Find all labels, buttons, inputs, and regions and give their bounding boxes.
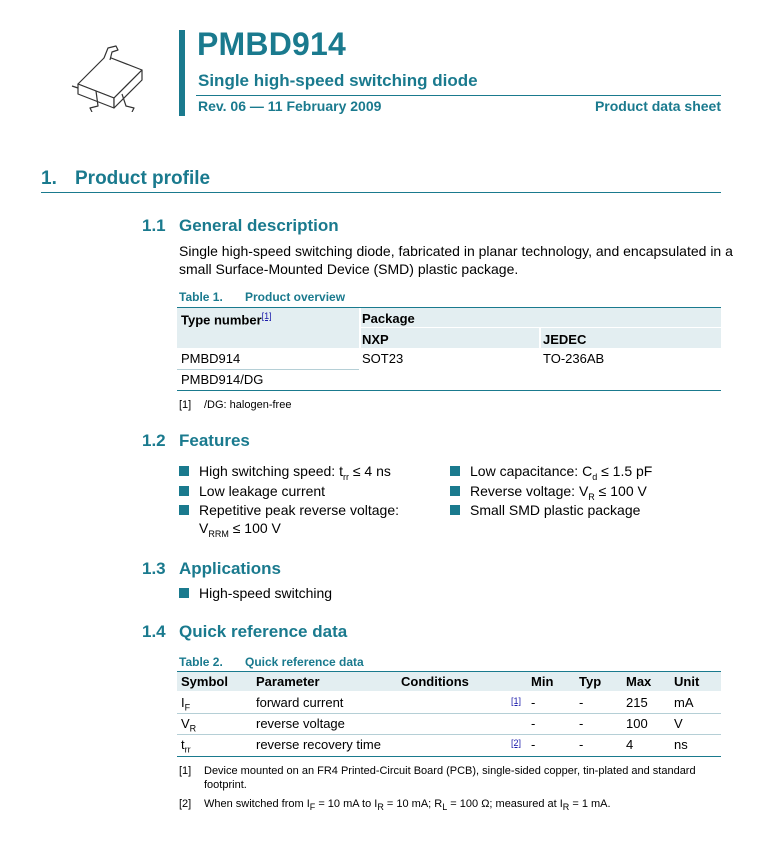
subsection-heading-general-description: [142, 216, 339, 236]
row2-type: PMBD914/DG: [181, 372, 264, 387]
table-caption-text: Product overview: [245, 290, 346, 304]
row3-typ: -: [579, 737, 584, 752]
table-top-rule: [177, 671, 721, 672]
application-item: High-speed switching: [199, 585, 333, 601]
bullet-icon: [450, 466, 460, 476]
feature-reverse-voltage: Reverse voltage: $V_R \le 100$ V: [470, 483, 647, 502]
bullet-icon: [179, 588, 189, 598]
row1-parameter: forward current: [256, 695, 344, 710]
subsection-title: Features: [179, 431, 250, 450]
section-title: Product profile: [75, 168, 211, 189]
table2-caption: [179, 655, 364, 669]
footnote-link-1[interactable]: [1]: [261, 311, 272, 321]
subsection-heading-features: [142, 431, 250, 451]
row-divider: [177, 734, 721, 735]
row1-jedec: TO-236AB: [543, 351, 605, 366]
row2-typ: -: [579, 716, 584, 731]
product-title: PMBD914: [197, 26, 347, 62]
row2-unit: V: [674, 716, 683, 731]
feature-repetitive-peak: Repetitive peak reverse voltage: $V_{RRM} \le 100$ V: [199, 502, 399, 539]
header-typ: Typ: [579, 674, 602, 689]
description-line-2: small Surface-Mounted Device (SMD) plastic package.: [179, 261, 519, 277]
row2-max: 100: [626, 716, 648, 731]
section-number: 1.: [41, 168, 57, 189]
header-jedec: JEDEC: [543, 332, 587, 347]
section-heading-product-profile: [41, 168, 210, 190]
row3-footnote: [511, 734, 521, 749]
table1-caption: [179, 290, 345, 304]
feature-low-capacitance: Low capacitance: $C_d \le 1.5$ pF: [470, 463, 653, 482]
header-accent-bar: [179, 30, 185, 116]
subsection-number: 1.3: [142, 559, 166, 578]
note-ref: [1]: [179, 765, 192, 777]
product-overview-table: [177, 307, 721, 391]
subsection-title: General description: [179, 216, 339, 235]
row2-min: -: [531, 716, 536, 731]
row3-symbol: $t_{rr}$: [181, 737, 191, 755]
subsection-heading-applications: [142, 559, 281, 579]
row3-parameter: reverse recovery time: [256, 737, 381, 752]
row1-nxp: SOT23: [362, 351, 404, 366]
document-type: Product data sheet: [594, 98, 721, 114]
footnote-link-2[interactable]: [2]: [511, 738, 522, 748]
table2-note-1: [179, 764, 724, 792]
table-caption-text: Quick reference data: [245, 655, 364, 669]
table-label: Table 1.: [179, 290, 223, 304]
quick-reference-table: [177, 671, 721, 757]
header-divider: [196, 95, 721, 96]
table-top-rule: [177, 307, 721, 308]
description-line-1: Single high-speed switching diode, fabricated in planar technology, and encapsulated in a: [179, 243, 733, 259]
header-unit: Unit: [674, 674, 700, 689]
subsection-title: Quick reference data: [179, 622, 348, 641]
row-divider: [177, 369, 359, 370]
row1-type: PMBD914: [181, 351, 241, 366]
package-subheader-rule: [361, 327, 721, 328]
note-text-cont: footprint.: [204, 779, 247, 791]
bullet-icon: [450, 505, 460, 515]
bullet-icon: [450, 486, 460, 496]
row2-symbol: $V_R$: [181, 716, 197, 734]
feature-small-smd: Small SMD plastic package: [470, 502, 641, 518]
feature-switching-speed: High switching speed: $t_{rr} \le 4$ ns: [199, 463, 391, 482]
bullet-icon: [179, 466, 189, 476]
table2-note-2: [2] When switched from $I_F = 10$ mA to $I_R = 10$ mA; $R_L = 100$ Ω; measured at $I_R = 1$ mA.: [179, 798, 611, 813]
footnote-link-1[interactable]: [1]: [511, 696, 522, 706]
header-parameter: Parameter: [256, 674, 320, 689]
table-label: Table 2.: [179, 655, 223, 669]
table1-note: [179, 399, 291, 411]
table-bottom-rule: [177, 390, 721, 391]
row3-unit: ns: [674, 737, 688, 752]
row1-symbol: $I_F$: [181, 695, 191, 713]
header-nxp: NXP: [362, 332, 389, 347]
row1-typ: -: [579, 695, 584, 710]
subsection-title: Applications: [179, 559, 282, 578]
note-text: /DG: halogen-free: [204, 399, 292, 411]
bullet-icon: [179, 486, 189, 496]
header-symbol: Symbol: [181, 674, 228, 689]
general-description-text: [179, 242, 733, 278]
subsection-number: 1.1: [142, 216, 166, 235]
revision-line: Rev. 06 — 11 February 2009: [198, 98, 382, 114]
product-subtitle: Single high-speed switching diode: [198, 71, 478, 90]
note-ref: [1]: [179, 399, 192, 411]
subsection-number: 1.2: [142, 431, 166, 450]
table-bottom-rule: [177, 756, 721, 757]
row-divider: [177, 713, 721, 714]
row1-unit: mA: [674, 695, 694, 710]
row1-footnote: [511, 692, 521, 707]
subsection-heading-quick-reference: [142, 622, 347, 642]
nxp-jedec-separator: [539, 328, 541, 348]
feature-low-leakage: Low leakage current: [199, 483, 326, 499]
note-text: Device mounted on an FR4 Printed-Circuit Board (PCB), single-sided copper, tin-plated and standard: [204, 765, 696, 777]
row2-parameter: reverse voltage: [256, 716, 345, 731]
row3-min: -: [531, 737, 536, 752]
row3-max: 4: [626, 737, 634, 752]
section-divider: [41, 192, 721, 193]
header-type-number: Type number[1]: [181, 311, 272, 328]
header-package: Package: [362, 311, 415, 326]
header-min: Min: [531, 674, 554, 689]
row1-min: -: [531, 695, 536, 710]
subsection-number: 1.4: [142, 622, 166, 641]
sot23-package-icon: [68, 36, 148, 112]
note-ref: [2]: [179, 798, 192, 810]
header-max: Max: [626, 674, 652, 689]
bullet-icon: [179, 505, 189, 515]
row1-max: 215: [626, 695, 648, 710]
header-conditions: Conditions: [401, 674, 469, 689]
